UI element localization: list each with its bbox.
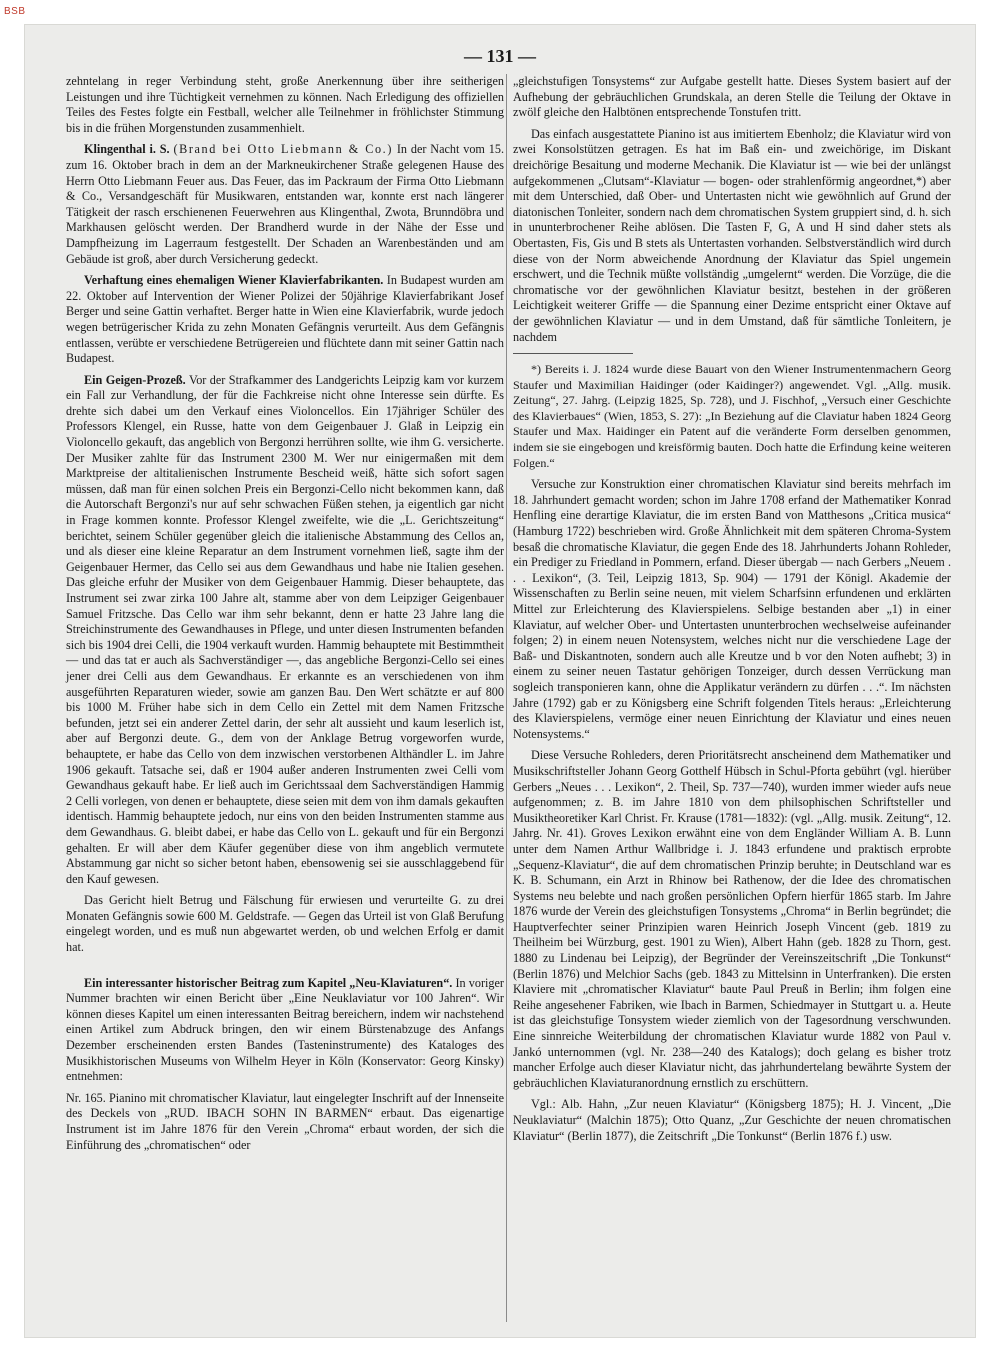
geigen-heading: Ein Geigen-Prozeß. <box>84 372 186 387</box>
beitrag-body: In voriger Nummer brachten wir einen Bericht über „Eine Neuklaviatur vor 100 Jahren“. Wir können dieses Kapitel um einen interessanten Beitrag bereichern, indem wir nachstehend einen Artikel zum Abdruck bringen, den wir einem Bürstenabzuge des Anfangs Dezember erscheinenden ersten Bandes (Tasteninstrumente) des Kataloges des Musikhistorischen Museums von Wilhelm Heyer in Köln (Konservator: Georg Kinsky) entnehmen: <box>66 975 504 1084</box>
history-paragraph: Versuche zur Konstruktion einer chromatischen Klaviatur sind bereits mehrfach im 18. Jahrhundert gemacht worden; schon im Jahre 1708 erfand der Mathematiker Konrad Henfling eine derartige Klaviatur, die im ersten Band von Matthesons „Critica musica“ (Hamburg 1722) beschrieben wird. Große Ähnlichkeit mit dem späteren Chroma-System besaß die chromatische Klaviatur, die gegen Ende des 18. Jahrhunderts Johann Rohleder, ein Prediger zu Friedland in Pommern, erfand. Dieser übergab — nach Gerbers „Neuem . . . Lexikon“, (3. Teil, Leipzig 1813, Sp. 904) — 1791 der Königl. Akademie der Wissenschaften zu Berlin seine neuen, mit vielem Scharfsinn erfundenen und erklärten Mittel zur Erleichterung des Klavierspielens. Selbige bestanden aber „1) in einer Klaviatur, auf welcher Ober- und Untertasten ununterbrochen wechselweise aufeinander folgen; 2) in einem neuen Notensystem, welches nicht nur die verschiedene Lage der Baß- und Diskantnoten, sondern auch alle Kreutze und b vor den Noten aufhebt; 3) in einem zu seiner neuen Tastatur gehörigen Tonzeiger, durch dessen Verrückung man sogleich transponieren kann, ohne die Applikatur verändern zu dürfen . . .“. Im nächsten Jahre (1792) gab er zu Königsberg eine Schrift folgenden Titels heraus: „Erleichterung des Klavierspielens, vermöge einer neuen Einrichtung der Klaviatur und eines neuen Notensystems.“ <box>513 477 951 741</box>
pianino-description: Das einfach ausgestattete Pianino ist aus imitiertem Ebenholz; die Klaviatur wird von zwei Konsolstützen getragen. Es hat im Baß ein- und zweichörige, im Diskant dreichörige Besaitung und moderne Mechanik. Die Klaviatur ist — wie bei der unlängst aufgekommenen „Clutsam“-Klaviatur — bogen- oder strahlenförmig angeordnet,*) aber mit dem Unterschied, daß Ober- und Untertasten nicht wie gewöhnlich auf Grund der diatonischen Tonleiter, sondern nach dem chromatischen System gruppiert sind, d. h. sich in ununterbrochener Reihe ablösen. Die Tasten F, G, A und H sind daher stets als Obertasten, Fis, Gis und B stets als Untertasten vorhanden. Selbstverständlich wird durch diese von der Norm abweichende Anordnung der Klaviatur das Spiel ungemein erschwert, und die Technik müßte vollständig „umgelernt“ werden. Die Vorzüge, die die chromatische vor der gewöhnlichen Klaviatur besitzt, bestehen in der größeren Leichtigkeit weiterer Griffe — die Spannung einer Dezime entspricht einer Oktave auf der gewöhnlichen Klaviatur — und in dem Umstand, daß für sämtliche Tonleitern, je nachdem <box>513 126 951 344</box>
rohleder-paragraph: Diese Versuche Rohleders, deren Prioritätsrecht anscheinend dem Mathematiker und Musikschriftsteller Johann Georg Gotthelf Hübsch in Schul-Pforta gebührt (vgl. hierüber Gerbers „Neues . . . Lexikon“, 2. Theil, Sp. 737—740), wurden immer wieder aufs neue aufgenommen; z. B. im Jahre 1810 von dem philsophischen Schriftsteller und Musiktheoretiker Karl Christ. Fr. Krause (1781—1832): (vgl. „Allg. musik. Zeitung“, 12. Jahrg. Nr. 41). Groves Lexikon erwähnt eine von dem Engländer William A. B. Lunn unter dem Namen Arthur Wallbridge i. J. 1843 erfundene und praktisch erprobte „Sequenz-Klaviatur“, die auf dem chromatischen Prinzip beruhte; in Deutschland war es K. B. Schumann, ein Arzt in Rhinow bei Rathenow, der die Idee des chromatischen Systems neu belebte und nach großen persönlichen Opfern hierfür 1865 starb. Im Jahre 1876 wurde der Verein des gleichstufigen Tonsystems „Chroma“ in Berlin begründet; die Hauptverfechter seiner Prinzipien waren Heinrich Joseph Vincent (geb. 1819 zu Theilheim bei Würzburg, gest. 1901 zu Wien), Albert Hahn (geb. 1828 zu Thorn, gest. 1880 zu Lindenau bei Leipzig), der Begründer der Vereinszeitschrift „Die Tonkunst“ (Berlin 1876) und Melchior Sachs (geb. 1843 zu Mittelsinn in Unterfranken). Die ersten Klaviere mit „chromatischer Klaviatur“ baute Paul Preuß in Berlin; ihm folgen eine Reihe angesehener Fabriken, wie Ibach in Barmen, Schiedmayer in Stuttgart u. a. Heute ist das gleichstufige Tonsystem wieder ziemlich von der Tagesordnung verschwunden. Eine sinnreiche Weiterbildung der chromatischen Klaviatur wurde 1882 von Paul v. Jankó unternommen (vgl. Nr. 238—240 des Katalogs); doch gelang es bisher trotz mancher Erfolge auch dieser Klaviatur nicht, das jahrhundertelang bewährte System der gebräuchlichen Klaviaturanordnung ernstlich zu erschüttern. <box>513 748 951 1090</box>
klingenthal-body: In der Nacht vom 15. zum 16. Oktober brach in dem an der Markneukirchener Straße gelegenen Hause des Herrn Otto Liebmann Feuer aus. Das Feuer, das im Packraum der Firma Otto Liebmann & Co., Versandgeschäft für Musikwaren, entstanden war, konnte erst nach längerer Tätigkeit der rasch erschienenen Feuerwehren aus Klingenthal, Zwota, Brunndöbra und Markhausen gelöscht werden. Der Brandherd wurde in der Nähe der Esse und Dampfheizung im Lagerraum festgestellt. Der Schaden an Warenbeständen und am Gebäude ist groß, aber durch Versicherung gedeckt. <box>66 142 504 266</box>
library-watermark: BSB <box>4 6 26 17</box>
spacer <box>66 962 504 976</box>
klingenthal-source: (Brand bei Otto Liebmann & Co.) <box>173 142 393 157</box>
verhaftung-heading: Verhaftung eines ehemaligen Wiener Klavierfabrikanten. <box>84 273 384 288</box>
catalog-entry-165: Nr. 165. Pianino mit chromatischer Klaviatur, laut eingelegter Inschrift auf der Innenseite des Deckels von „RUD. IBACH SOHN IN BARMEN“ erbaut. Das eigenartige Instrument ist im Jahre 1876 für den Verein „Chroma“ erbaut worden, der sich die Einführung des „chromatischen“ oder <box>66 1090 504 1152</box>
references-paragraph: Vgl.: Alb. Hahn, „Zur neuen Klaviatur“ (Königsberg 1875); H. J. Vincent, „Die Neuklaviatur“ (Malchin 1875); Otto Quanz, „Zur Geschichte der neuen chromatischen Klaviatur“ (Berlin 1877), die Zeitschrift „Die Tonkunst“ (Berlin 1876 f.) usw. <box>513 1097 951 1143</box>
footnote: *) Bereits i. J. 1824 wurde diese Bauart von den Wiener Instrumentenmachern Georg Staufer und Maximilian Haidinger (oder Kaidinger?) angewendet. Vgl. „Allg. musik. Zeitung“, 27. Jahrg. (Leipzig 1825, Sp. 728), und J. Fischhof, „Versuch einer Geschichte des Klavierbaues“ (Wien, 1853, S. 27): „In Beziehung auf die Claviatur haben 1824 Georg Staufer und Max. Haidinger ein Patent auf die veränderte Form derselben genommen, indem sie sie eingebogen und kreisförmig bauten. Doch hatte die Erfindung keine weiteren Folgen.“ <box>513 362 951 470</box>
klingenthal-heading: Klingenthal i. S. <box>84 142 170 157</box>
left-column <box>66 74 504 1159</box>
geigen-article <box>66 373 504 888</box>
continuation-paragraph: „gleichstufigen Tonsystems“ zur Aufgabe gestellt hatte. Dieses System basiert auf der Aufhebung der gebräuchlichen Grundskala, an deren Stelle die Teilung der Oktave in zwölf gleiche den Halbtönen entsprechende Tonstufen tritt. <box>513 74 951 120</box>
intro-paragraph: zehntelang in reger Verbindung steht, große Anerkennung über ihre seitherigen Leistungen und ihre Tüchtigkeit vernehmen zu können. Nach Erledigung des offiziellen Teiles des Festes folgte ein Festball, welcher alle Teilnehmer in fröhlichster Stimmung bis in die frühen Morgenstunden zusammenhielt. <box>66 74 504 135</box>
verhaftung-article <box>66 273 504 367</box>
beitrag-heading: Ein interessanter historischer Beitrag zum Kapitel „Neu-Klaviaturen“. <box>84 975 453 990</box>
klingenthal-article <box>66 142 504 267</box>
column-divider <box>506 74 507 1322</box>
geigen-body: Vor der Strafkammer des Landgerichts Leipzig kam vor kurzem ein Fall zur Verhandlung, der für die Fachkreise nicht ohne Interesse sein dürfte. Es drehte sich dabei um den Verkauf eines Violoncellos. Ein 17jähriger Schüler des Professors Klengel, ein Russe, hatte von dem Geigenbauer J. Glaß in Leipzig ein Violoncello gekauft, das angeblich von Bergonzi herrühren sollte, wie ihm G. versicherte. Der Musiker zahlte für das Instrument 2300 M. Wer nur einigermaßen mit dem Marktpreise der altitalienischen Instrumente Bescheid weiß, hätte sich sofort sagen müssen, daß man für einen solchen Preis ein Bergonzi-Cello nicht bekommen kann, daß die Autorschaft Bergonzi's nur auf sehr schwachen Füßen stehen, ja eigentlich gar nicht in Frage kommen konnte. Professor Klengel zweifelte, wie die „L. Gerichtszeitung“ berichtet, seinem Schüler gegenüber gleich die italienische Abstammung des Cellos an, und als dieser eine kleine Reparatur an dem Instrument vornehmen ließ, sagte ihm der Geigenbauer Hermer, das Cello sei aus dem Gewandhaus und habe nie Italien gesehen. Das gleiche erfuhr der Musiker von dem Geigenbauer Hammig. Dieser behauptete, das Instrument sei zwar zirka 100 Jahre alt, stamme aber von dem Leipziger Geigenbauer Samuel Fritzsche. Das Cello war ihm sehr bekannt, denn er hatte 23 Jahre lang die Streichinstrumente des Gewandhauses in Pflege, und unter diesen Instrumenten befanden sich bis 1904 drei Celli, die 1904 verkauft wurden. Hammig behauptete mit Bestimmtheit — und das tat er auch als Sachverständiger —, das angebliche Bergonzi-Cello sei eines jener drei Celli aus dem Gewandhaus. Er erkannte es an verschiedenen von ihm ausgeführten Reparaturen wieder, sowie am ganzen Bau. Den Wert schätzte er auf 800 bis 1000 M. Früher habe sich in dem Cello ein Zettel mit dem Namen Fritzsche befunden, jetzt sei ein anderer Zettel darin, der sehr alt aussieht und kaum leserlich ist, aber auf Bergonzi deute. G., dem von der Anklage Betrug vorgeworfen wurde, behauptete, er habe das Cello von dem inzwischen verstorbenen Althändler L. im Jahre 1906 gekauft. Tatsache sei, daß er 1904 außer anderen Instrumenten zwei Celli vom Gewandhaus gekauft habe. Er ließ auch im Gerichtssaal dem Sachverständigen Hammig 2 Celli vorlegen, von denen er behauptete, diese seien mit dem von ihm damals gekauften identisch. Hammig behauptete jedoch, nur eins von den beiden Instrumenten stamme aus dem Gewandhaus. G. bleibt dabei, er habe das Cello von L. gekauft und für ein Bergonzi gehalten. Er will aber dem Käufer gegenüber diese von ihm angeblich vermutete Abstammung gar nicht so sicher betont haben, ebensowenig sei sie ausschlaggebend für den Kauf gewesen. <box>66 372 504 886</box>
footnote-divider <box>513 353 633 354</box>
verhaftung-body: In Budapest wurden am 22. Oktober auf Intervention der Wiener Polizei der 50jährige Klavierfabrikant Josef Berger und seine Gattin verhaftet. Berger hatte in Wien eine Klavierfabrik, wurde jedoch wegen betrügerischer Krida zu zehn Monaten Gefängnis verurteilt. Aus dem Gefängnis entlassen, verübte er verschiedene Betrügereien und flüchtete dann mit seiner Gattin nach Budapest. <box>66 273 505 366</box>
beitrag-article <box>66 976 504 1085</box>
page-number: — 131 — <box>464 46 536 66</box>
right-column <box>513 74 951 1150</box>
geigen-verdict: Das Gericht hielt Betrug und Fälschung für erwiesen und verurteilte G. zu drei Monaten Gefängnis sowie 600 M. Geldstrafe. — Gegen das Urteil ist von Glaß Berufung eingelegt worden, und es muß nun abgewartet werden, ob und welchen Erfolg er damit hat. <box>66 893 504 955</box>
newspaper-page <box>24 24 976 1338</box>
